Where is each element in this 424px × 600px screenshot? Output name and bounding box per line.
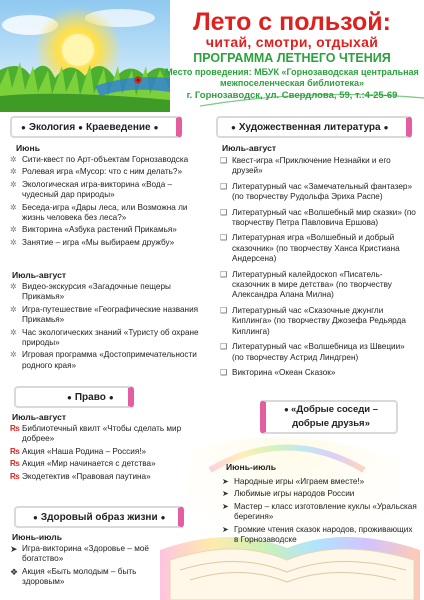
list-item: ➤ Игра-викторина «Здоровье – моё богатство» — [10, 544, 149, 564]
bullet-dot-icon: ● — [33, 512, 38, 522]
arrow-bullet-icon: ➤ — [222, 501, 229, 511]
sun-bullet-icon: ✲ — [10, 350, 17, 360]
bullet-dot-icon: ● — [383, 122, 389, 132]
fiction-section-heading — [216, 116, 412, 138]
address-text: г. Горнозаводск, ул. Свердлова, 59, т.:4-25-69 — [186, 90, 398, 101]
book-bullet-icon: ₨ — [10, 471, 20, 481]
health-period-label: Июнь-июль — [12, 532, 63, 542]
law-list — [10, 424, 200, 484]
bullet-dot-icon: ● — [231, 122, 236, 132]
list-item: ✲ Ролевая игра «Мусор: что с ним делать?» — [10, 167, 183, 177]
neighbors-list — [222, 477, 418, 547]
health-section-heading — [14, 506, 184, 528]
sun-meadow-illustration — [0, 0, 170, 112]
arrow-bullet-icon: ➤ — [222, 489, 229, 499]
list-item: ❑ Литературный час «Сказочные джунгли Киплинга» (по творчеству Джозефа Редьярда Киплинга) — [220, 305, 406, 336]
program-name: ПРОГРАММА ЛЕТНЕГО ЧТЕНИЯ — [193, 51, 391, 65]
ladybug-icon — [135, 77, 142, 84]
fiction-list — [220, 156, 416, 383]
square-bullet-icon: ❑ — [220, 207, 228, 217]
header-ribbon-decoration — [200, 68, 424, 108]
ecology-july-list — [10, 282, 210, 373]
list-item: ✲ Видео-экскурсия «Загадочные пещеры Прикамья» — [10, 282, 171, 302]
bullet-dot-icon: ● — [153, 122, 159, 132]
list-item: ✲ Занятие – игра «Мы выбираем дружбу» — [10, 237, 175, 247]
list-item: ➤ Мастер – класс изготовление куклы «Уральская берегиня» — [222, 501, 417, 522]
list-item: ✲ Игра-путешествие «Географические названия Прикамья» — [10, 304, 199, 325]
list-item: ➤ Любимые игры народов России — [222, 489, 355, 499]
neighbors-heading-line1: «Добрые соседи – — [291, 404, 379, 415]
list-item: ❑ Литературный час «Замечательный фантазер» (по творчеству Рудольфа Эриха Распе) — [220, 181, 413, 202]
list-item: ✲ Игровая программа «Достопримечательности родного края» — [10, 350, 197, 370]
bullet-dot-icon: ● — [78, 122, 84, 132]
law-section-heading — [14, 386, 134, 408]
sun-bullet-icon: ✲ — [10, 155, 17, 164]
square-bullet-icon: ❑ — [220, 181, 228, 191]
list-item: ❑ Литературный калейдоскоп «Писатель-сказочник в мире детства» (по творчеству Александра Алана Милна) — [220, 269, 392, 300]
list-item: ✲ Экологическая игра-викторина «Вода – чудесный дар природы» — [10, 179, 173, 200]
page-subtitle: читай, смотри, отдыхай — [205, 34, 379, 50]
sun-bullet-icon: ✲ — [10, 202, 17, 212]
book-bullet-icon: ₨ — [10, 424, 20, 433]
sun-bullet-icon: ✲ — [10, 282, 17, 291]
arrow-bullet-icon: ➤ — [222, 477, 229, 486]
square-bullet-icon: ❑ — [220, 269, 228, 279]
list-item: ❑ Литературная игра «Волшебный и добрый сказочник» (по творчеству Ханса Кристиана Андерсена) — [220, 233, 400, 264]
neighbors-heading-line2: добрые друзья» — [292, 418, 370, 429]
list-item: ₨ Библиотечный квилт «Чтобы сделать мир добрее» — [10, 424, 182, 444]
list-item: ➤ Громкие чтения сказок народов, проживающих в Горнозаводске — [222, 524, 413, 545]
page-title: Лето с пользой: — [193, 8, 391, 36]
book-bullet-icon: ₨ — [10, 446, 20, 456]
list-item: ❑ Викторина «Океан Сказок» — [220, 367, 336, 377]
book-bullet-icon: ₨ — [10, 459, 20, 469]
list-item: ₨ Экодетектив «Правовая паутина» — [10, 471, 151, 481]
health-list — [10, 544, 180, 590]
list-item: ✲ Викторина «Азбука растений Прикамья» — [10, 225, 177, 235]
sun-bullet-icon: ✲ — [10, 237, 17, 247]
list-item: ✲ Сити-квест по Арт-объектам Горнозаводска — [10, 155, 189, 164]
square-bullet-icon: ❑ — [220, 342, 228, 352]
square-bullet-icon: ❑ — [220, 156, 228, 165]
ecology-june-list — [10, 155, 210, 250]
fiction-heading-label: Художественная литература — [238, 121, 381, 133]
ecology-heading-label: Экология — [28, 121, 76, 133]
square-bullet-icon: ❑ — [220, 305, 228, 315]
square-bullet-icon: ❑ — [220, 367, 228, 377]
list-item: ❖ Акция «Быть молодым – быть здоровым» — [10, 566, 137, 587]
venue-text: Место проведения: МБУК «Горнозаводская центральная межпоселенческая библиотека» — [165, 67, 419, 88]
list-item: ₨ Акция «Мир начинается с детства» — [10, 459, 156, 469]
local-history-heading-label: Краеведение — [86, 121, 151, 133]
list-item: ❑ Квест-игра «Приключение Незнайки и его друзей» — [220, 156, 391, 176]
sun-bullet-icon: ✲ — [10, 304, 17, 314]
sun-bullet-icon: ✲ — [10, 179, 17, 189]
neighbors-period-label: Июнь-июль — [226, 462, 277, 472]
bullet-dot-icon: ● — [160, 512, 166, 522]
list-item: ✲ Час экологических знаний «Туристу об охране природы» — [10, 327, 199, 348]
square-bullet-icon: ❑ — [220, 233, 228, 243]
arrow-bullet-icon: ➤ — [10, 544, 18, 554]
list-item: ₨ Акция «Наша Родина – Россия!» — [10, 446, 147, 456]
neighbors-section-heading — [260, 400, 398, 434]
ecology-july-label: Июль-август — [12, 270, 67, 280]
arrow-bullet-icon: ➤ — [222, 524, 229, 534]
diamond-bullet-icon: ❖ — [10, 566, 19, 577]
list-item: ✲ Беседа-игра «Дары леса, или Возможна ли жизнь человека без леса?» — [10, 202, 188, 223]
ecology-section-heading — [10, 116, 182, 138]
sun-bullet-icon: ✲ — [10, 225, 17, 235]
health-heading-label: Здоровый образ жизни — [40, 511, 158, 523]
ecology-june-label: Июнь — [16, 143, 40, 153]
bullet-dot-icon: ● — [108, 392, 114, 402]
bullet-dot-icon: ● — [283, 405, 292, 414]
bullet-dot-icon: ● — [67, 392, 72, 402]
sun-icon — [0, 0, 170, 112]
sun-bullet-icon: ✲ — [10, 167, 17, 177]
fiction-period-label: Июль-август — [222, 143, 277, 153]
law-heading-label: Право — [74, 391, 106, 403]
list-item: ❑ Литературный час «Волшебный мир сказки» (по творчеству Петра Павловича Ершова) — [220, 207, 416, 228]
sun-bullet-icon: ✲ — [10, 327, 17, 337]
list-item: ➤ Народные игры «Играем вместе!» — [222, 477, 365, 486]
bullet-dot-icon: ● — [21, 122, 26, 132]
law-period-label: Июль-август — [12, 412, 67, 422]
list-item: ❑ Литературный час «Волшебница из Швеции» (по творчеству Астрид Линдгрен) — [220, 342, 405, 362]
